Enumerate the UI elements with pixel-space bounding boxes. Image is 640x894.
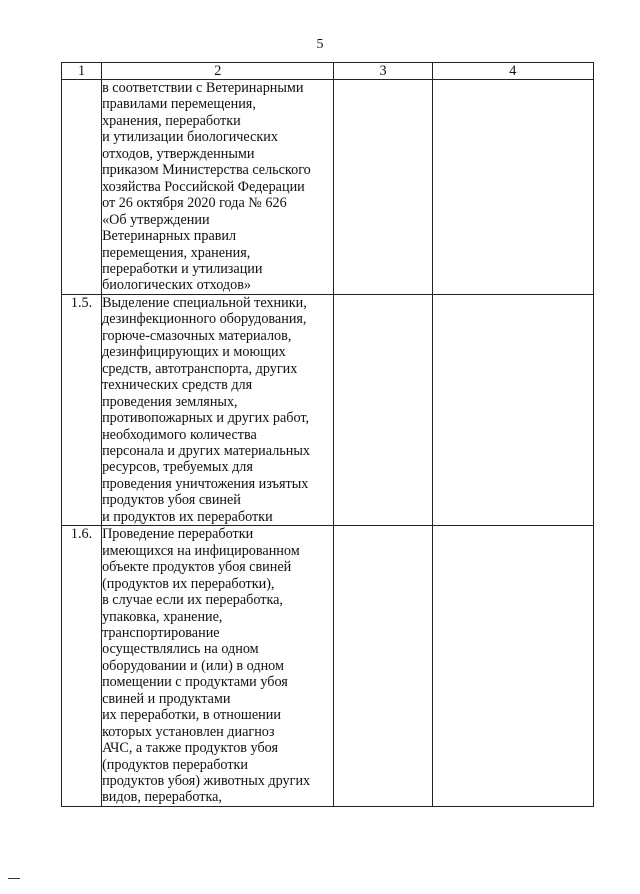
description-line: ресурсов, требуемых для bbox=[102, 459, 253, 476]
column-3-cell bbox=[334, 526, 432, 807]
header-col-4: 4 bbox=[432, 63, 593, 80]
row-number-cell: 1.6. bbox=[62, 526, 102, 807]
column-3-cell bbox=[334, 80, 432, 295]
description-line: проведения уничтожения изъятых bbox=[102, 475, 309, 492]
description-line: Проведение переработки bbox=[102, 526, 254, 543]
header-col-3: 3 bbox=[334, 63, 432, 80]
table-body bbox=[62, 80, 594, 807]
description-line: АЧС, а также продуктов убоя bbox=[102, 740, 279, 757]
column-4-cell bbox=[432, 526, 593, 807]
description-line: от 26 октября 2020 года № 626 bbox=[102, 195, 287, 212]
table-row bbox=[62, 526, 594, 807]
description-line: отходов, утвержденными bbox=[102, 145, 255, 162]
description-line: в случае если их переработка, bbox=[102, 592, 283, 609]
description-line: их переработки, в отношении bbox=[102, 707, 281, 724]
column-4-cell bbox=[432, 294, 593, 525]
row-number-cell bbox=[62, 80, 102, 295]
description-line: проведения земляных, bbox=[102, 393, 238, 410]
description-line: имеющихся на инфицированном bbox=[102, 542, 300, 559]
description-line: транспортирование bbox=[102, 624, 220, 641]
description-line: продуктов убоя свиней bbox=[102, 492, 241, 509]
description-line: перемещения, хранения, bbox=[102, 244, 251, 261]
row-number-cell: 1.5. bbox=[62, 294, 102, 525]
description-line: и продуктов их переработки bbox=[102, 508, 273, 525]
measure-description-cell bbox=[102, 526, 334, 807]
description-line: противопожарных и других работ, bbox=[102, 410, 310, 427]
description-line: биологических отходов» bbox=[102, 277, 252, 294]
description-line: упаковка, хранение, bbox=[102, 608, 223, 625]
description-line: технических средств для bbox=[102, 377, 253, 394]
description-line: (продуктов их переработки), bbox=[102, 575, 275, 592]
description-line: объекте продуктов убоя свиней bbox=[102, 559, 292, 576]
description-line: необходимого количества bbox=[102, 426, 257, 443]
header-col-2: 2 bbox=[102, 63, 334, 80]
description-line: дезинфекционного оборудования, bbox=[102, 311, 307, 328]
description-line: переработки и утилизации bbox=[102, 260, 263, 277]
description-line: персонала и других материальных bbox=[102, 442, 310, 459]
description-line: правилами перемещения, bbox=[102, 96, 256, 113]
description-line: приказом Министерства сельского bbox=[102, 162, 311, 179]
description-line: свиней и продуктами bbox=[102, 690, 231, 707]
description-line: в соответствии с Ветеринарными bbox=[102, 80, 304, 96]
table-row bbox=[62, 80, 594, 295]
description-line: видов, переработка, bbox=[102, 789, 222, 806]
table-row bbox=[62, 294, 594, 525]
description-line: горюче-смазочных материалов, bbox=[102, 327, 292, 344]
description-line: и утилизации биологических bbox=[102, 129, 278, 146]
description-line: хозяйства Российской Федерации bbox=[102, 178, 305, 195]
description-line: хранения, переработки bbox=[102, 112, 241, 129]
description-line: продуктов убоя) животных других bbox=[102, 773, 311, 790]
description-line: (продуктов переработки bbox=[102, 756, 249, 773]
measure-description-cell bbox=[102, 294, 334, 525]
column-3-cell bbox=[334, 294, 432, 525]
description-line: дезинфицирующих и моющих bbox=[102, 344, 286, 361]
header-col-1: 1 bbox=[62, 63, 102, 80]
measure-description-cell bbox=[102, 80, 334, 295]
description-line: помещении с продуктами убоя bbox=[102, 674, 288, 691]
margin-mark bbox=[8, 878, 20, 879]
column-4-cell bbox=[432, 80, 593, 295]
table-header-row bbox=[62, 63, 594, 80]
page-number: 5 bbox=[316, 37, 324, 52]
description-line: Ветеринарных правил bbox=[102, 228, 237, 245]
measures-table bbox=[61, 62, 594, 807]
description-line: «Об утверждении bbox=[102, 211, 210, 228]
description-line: которых установлен диагноз bbox=[102, 723, 275, 740]
description-line: Выделение специальной техники, bbox=[102, 294, 307, 311]
description-line: осуществлялись на одном bbox=[102, 641, 259, 658]
description-line: средств, автотранспорта, других bbox=[102, 360, 298, 377]
description-line: оборудовании и (или) в одном bbox=[102, 657, 284, 674]
